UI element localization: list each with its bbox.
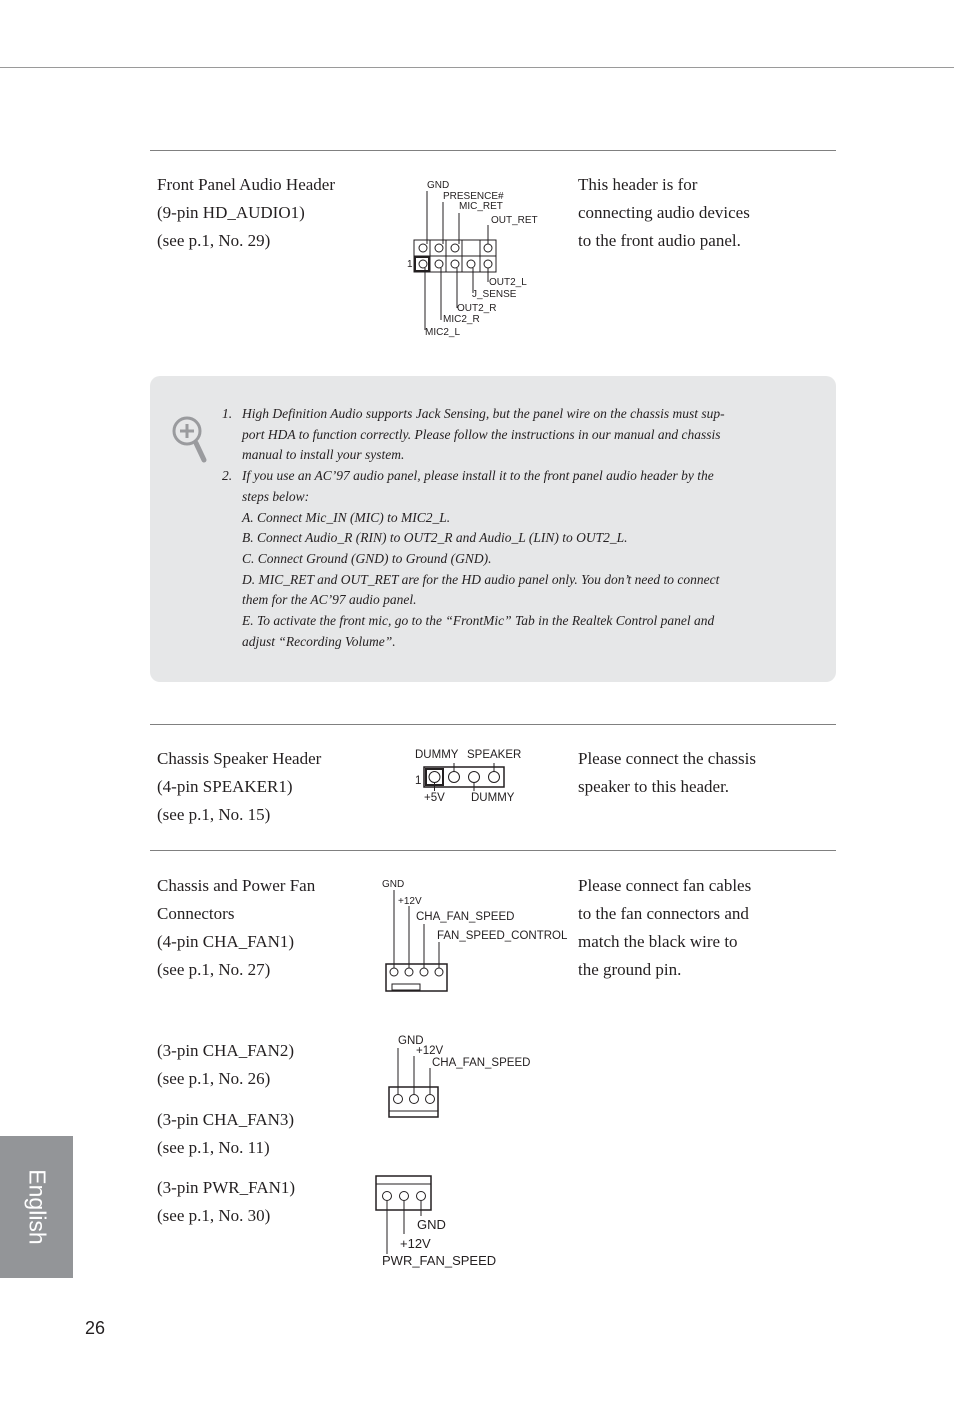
title-line: (4-pin SPEAKER1) xyxy=(157,777,293,796)
note-line: D. MIC_RET and OUT_RET are for the HD audio panel only. You don’t need to connect xyxy=(242,571,720,587)
title-line: (see p.1, No. 15) xyxy=(157,805,271,824)
pin-label-j-sense: J_SENSE xyxy=(472,289,517,300)
fan2-label-12v: +12V xyxy=(416,1045,444,1057)
desc-line: Please connect the chassis xyxy=(578,749,756,768)
desc-line: match the black wire to xyxy=(578,932,738,951)
title-line: (3-pin PWR_FAN1) xyxy=(157,1178,296,1197)
title-line: (see p.1, No. 30) xyxy=(157,1206,271,1225)
desc-line: to the fan connectors and xyxy=(578,904,749,923)
fan1-label-gnd: GND xyxy=(382,879,405,890)
note-line: steps below: xyxy=(242,488,310,504)
pwr-fan-title xyxy=(157,1174,295,1230)
note-line: port HDA to function correctly. Please follow the instructions in our manual and chassis xyxy=(242,426,721,442)
pin-label-out2-l: OUT2_L xyxy=(489,277,527,288)
speaker-header-title xyxy=(157,745,321,829)
title-line: (see p.1, No. 27) xyxy=(157,960,271,979)
pwr-label-gnd: GND xyxy=(417,1217,446,1232)
section-divider xyxy=(150,850,836,851)
desc-line: speaker to this header. xyxy=(578,777,730,796)
pin-label-presence: PRESENCE# xyxy=(443,191,504,202)
pin-label-pin1: 1 xyxy=(407,259,413,270)
pin-label-out-ret: OUT_RET xyxy=(491,215,538,226)
fan2-title xyxy=(157,1037,294,1093)
page-number: 26 xyxy=(85,1318,106,1338)
title-line: Chassis Speaker Header xyxy=(157,749,322,768)
fan2-label-speed: CHA_FAN_SPEED xyxy=(432,1057,531,1069)
fan-header-title xyxy=(157,872,315,984)
pwr-label-12v: +12V xyxy=(400,1236,431,1251)
note-line: A. Connect Mic_IN (MIC) to MIC2_L. xyxy=(242,509,451,525)
fan3-title xyxy=(157,1106,294,1162)
magnifier-plus-icon xyxy=(170,414,210,464)
note-number: 1. xyxy=(222,406,233,421)
note-number: 2. xyxy=(222,468,233,484)
title-line: (4-pin CHA_FAN1) xyxy=(157,932,295,951)
fan1-label-12v: +12V xyxy=(398,896,422,907)
pwr-label-speed: PWR_FAN_SPEED xyxy=(382,1253,497,1268)
speaker-label-plus5v: +5V xyxy=(424,792,445,804)
title-line: Connectors xyxy=(157,904,235,923)
title-line: (see p.1, No. 29) xyxy=(157,231,271,250)
fan1-label-speed: CHA_FAN_SPEED xyxy=(416,911,515,923)
pin-label-mic2-l: MIC2_L xyxy=(425,327,461,338)
speaker-label-dummy-bottom: DUMMY xyxy=(471,792,515,804)
title-line: (see p.1, No. 11) xyxy=(157,1138,270,1157)
note-line: E. To activate the front mic, go to the “FrontMic” Tab in the Realtek Control panel and xyxy=(242,613,715,629)
pin-label-mic-ret: MIC_RET xyxy=(459,201,503,212)
section-divider xyxy=(150,150,836,151)
speaker-label-pin1: 1 xyxy=(415,775,422,787)
note-line: C. Connect Ground (GND) to Ground (GND). xyxy=(242,550,492,566)
note-line: them for the AC’97 audio panel. xyxy=(242,592,417,608)
fan2-label-gnd: GND xyxy=(398,1035,424,1047)
note-line: manual to install your system. xyxy=(242,447,405,463)
notes-list xyxy=(222,404,792,652)
audio-header-title xyxy=(157,171,335,255)
speaker-label-speaker: SPEAKER xyxy=(467,749,522,761)
fan-header-description xyxy=(578,872,751,984)
title-line: (see p.1, No. 26) xyxy=(157,1069,271,1088)
desc-line: Please connect fan cables xyxy=(578,876,752,895)
note-line: adjust “Recording Volume”. xyxy=(242,633,396,649)
desc-line: connecting audio devices xyxy=(578,203,750,222)
note-item xyxy=(222,466,792,652)
note-line: High Definition Audio supports Jack Sensing, but the panel wire on the chassis must sup- xyxy=(242,406,725,421)
note-item xyxy=(222,404,792,466)
pin-label-out2-r: OUT2_R xyxy=(457,303,497,314)
note-line: B. Connect Audio_R (RIN) to OUT2_R and Audio_L (LIN) to OUT2_L. xyxy=(242,530,628,546)
title-line: (3-pin CHA_FAN3) xyxy=(157,1110,295,1129)
speaker-label-dummy-top: DUMMY xyxy=(415,749,459,761)
fan1-label-control: FAN_SPEED_CONTROL xyxy=(437,930,568,942)
note-line: If you use an AC’97 audio panel, please install it to the front panel audio header by the xyxy=(242,468,714,484)
title-line: (9-pin HD_AUDIO1) xyxy=(157,203,305,222)
side-tab-label: English xyxy=(24,1169,50,1245)
pin-label-gnd: GND xyxy=(427,180,450,191)
speaker-header-description xyxy=(578,745,756,801)
top-rule xyxy=(0,67,954,68)
audio-header-description xyxy=(578,171,750,255)
desc-line: This header is for xyxy=(578,175,698,194)
title-line: (3-pin CHA_FAN2) xyxy=(157,1041,295,1060)
language-side-tab xyxy=(0,1136,73,1278)
desc-line: the ground pin. xyxy=(578,960,682,979)
desc-line: to the front audio panel. xyxy=(578,231,741,250)
title-line: Chassis and Power Fan xyxy=(157,876,316,895)
pin-label-mic2-r: MIC2_R xyxy=(443,314,480,325)
section-divider xyxy=(150,724,836,725)
title-line: Front Panel Audio Header xyxy=(157,175,335,194)
